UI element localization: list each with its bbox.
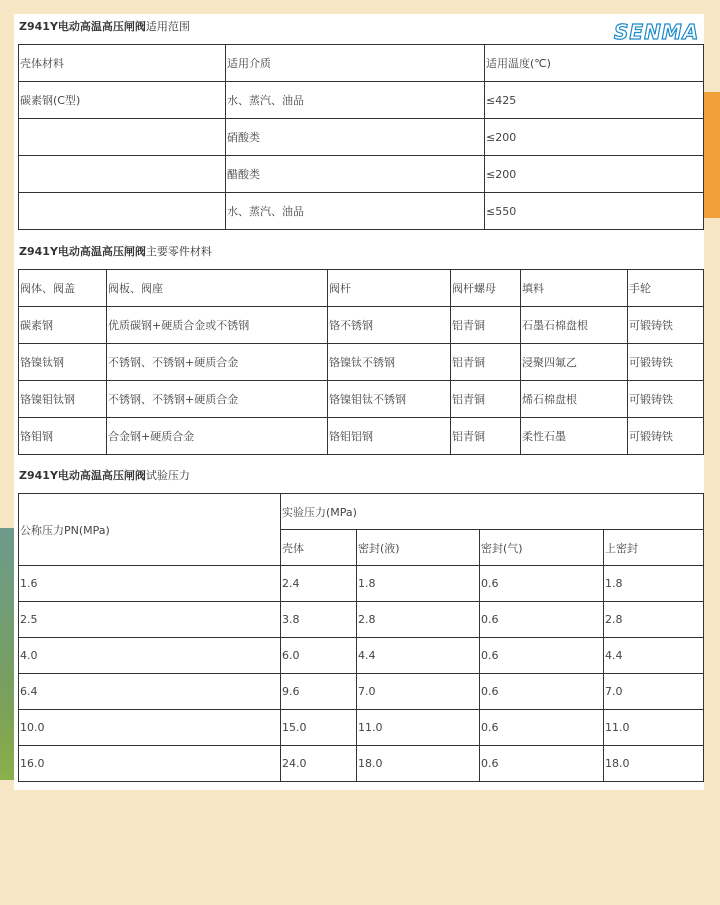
table-cell: ≤200 xyxy=(485,119,704,156)
header-shell-material: 壳体材料 xyxy=(19,45,226,82)
table-cell: 可锻铸铁 xyxy=(628,418,704,455)
table-cell: 15.0 xyxy=(281,710,357,746)
table-header-row xyxy=(19,45,704,82)
header-packing: 填料 xyxy=(521,270,628,307)
header-nominal-pressure: 公称压力PN(MPa) xyxy=(19,494,281,566)
table-cell: 铬镍钛钢 xyxy=(19,344,107,381)
table-cell: 0.6 xyxy=(480,710,604,746)
table-row xyxy=(19,156,704,193)
table-cell: 烯石棉盘根 xyxy=(521,381,628,418)
section2-title-rest: 主要零件材料 xyxy=(145,245,212,258)
table-cell: 1.6 xyxy=(19,566,281,602)
header-shell: 壳体 xyxy=(281,530,357,566)
table-row xyxy=(19,638,704,674)
table-cell: 16.0 xyxy=(19,746,281,782)
table-cell: 石墨石棉盘根 xyxy=(521,307,628,344)
header-upper-seal: 上密封 xyxy=(604,530,704,566)
table-cell: 醋酸类 xyxy=(226,156,485,193)
table-row xyxy=(19,674,704,710)
table-row xyxy=(19,381,704,418)
table-cell: ≤425 xyxy=(485,82,704,119)
section3-title-rest: 试验压力 xyxy=(145,469,190,482)
table-cell: 2.8 xyxy=(604,602,704,638)
table-cell: 铬钼钢 xyxy=(19,418,107,455)
table-cell: 18.0 xyxy=(604,746,704,782)
table-cell: 0.6 xyxy=(480,746,604,782)
table-cell: 18.0 xyxy=(357,746,480,782)
table-cell: ≤550 xyxy=(485,193,704,230)
section1-title xyxy=(19,20,190,34)
parts-material-table xyxy=(18,269,704,455)
table-cell: 可锻铸铁 xyxy=(628,381,704,418)
side-decoration-line xyxy=(703,30,720,92)
table-cell: ≤200 xyxy=(485,156,704,193)
table-cell: 7.0 xyxy=(604,674,704,710)
header-seal-gas: 密封(气) xyxy=(480,530,604,566)
table-row xyxy=(19,566,704,602)
table-cell: 不锈钢、不锈钢+硬质合金 xyxy=(107,344,328,381)
test-pressure-table xyxy=(18,493,704,782)
header-test-pressure: 实验压力(MPa) xyxy=(281,494,704,530)
table-cell: 9.6 xyxy=(281,674,357,710)
table-cell: 0.6 xyxy=(480,566,604,602)
table-row xyxy=(19,193,704,230)
table-cell: 11.0 xyxy=(604,710,704,746)
table-row xyxy=(19,746,704,782)
header-medium: 适用介质 xyxy=(226,45,485,82)
section3-title xyxy=(19,469,190,483)
table-cell: 2.5 xyxy=(19,602,281,638)
section2-title xyxy=(19,245,212,259)
section1-title-rest: 适用范围 xyxy=(145,20,190,33)
header-disc: 阀板、阀座 xyxy=(107,270,328,307)
table-cell: 2.4 xyxy=(281,566,357,602)
table-cell: 0.6 xyxy=(480,674,604,710)
table-cell: 0.6 xyxy=(480,638,604,674)
table-cell: 铝青铜 xyxy=(451,344,521,381)
section3-title-bold: Z941Y电动高温高压闸阀 xyxy=(19,469,146,482)
table-cell: 优质碳钢+硬质合金或不锈钢 xyxy=(107,307,328,344)
header-seal-liquid: 密封(液) xyxy=(357,530,480,566)
table-cell: 4.4 xyxy=(357,638,480,674)
table-cell xyxy=(19,156,226,193)
table-row xyxy=(19,344,704,381)
table-cell: 碳素钢(C型) xyxy=(19,82,226,119)
table-cell: 6.0 xyxy=(281,638,357,674)
table-cell: 10.0 xyxy=(19,710,281,746)
table-cell: 24.0 xyxy=(281,746,357,782)
table-cell: 11.0 xyxy=(357,710,480,746)
table-header-row xyxy=(19,494,704,530)
table-cell: 7.0 xyxy=(357,674,480,710)
table-cell: 可锻铸铁 xyxy=(628,307,704,344)
table-row xyxy=(19,602,704,638)
table-cell: 浸聚四氟乙 xyxy=(521,344,628,381)
header-body: 阀体、阀盖 xyxy=(19,270,107,307)
content-panel xyxy=(14,14,704,790)
table-row xyxy=(19,418,704,455)
side-decoration-orange xyxy=(704,92,720,218)
table-cell: 水、蒸汽、油品 xyxy=(226,82,485,119)
table-cell: 柔性石墨 xyxy=(521,418,628,455)
table-cell xyxy=(19,119,226,156)
table-cell: 4.0 xyxy=(19,638,281,674)
senma-logo: SENMA xyxy=(614,20,700,44)
table-cell: 铝青铜 xyxy=(451,307,521,344)
header-temperature: 适用温度(℃) xyxy=(485,45,704,82)
table-cell: 铝青铜 xyxy=(451,418,521,455)
table-row xyxy=(19,710,704,746)
section1-title-bold: Z941Y电动高温高压闸阀 xyxy=(19,20,146,33)
header-stem-nut: 阀杆螺母 xyxy=(451,270,521,307)
application-range-table xyxy=(18,44,704,230)
table-header-row xyxy=(19,270,704,307)
table-cell: 可锻铸铁 xyxy=(628,344,704,381)
header-handwheel: 手轮 xyxy=(628,270,704,307)
table-cell: 碳素钢 xyxy=(19,307,107,344)
table-cell xyxy=(19,193,226,230)
table-cell: 硝酸类 xyxy=(226,119,485,156)
table-row xyxy=(19,82,704,119)
table-cell: 0.6 xyxy=(480,602,604,638)
table-cell: 2.8 xyxy=(357,602,480,638)
table-cell: 水、蒸汽、油品 xyxy=(226,193,485,230)
table-cell: 6.4 xyxy=(19,674,281,710)
table-cell: 铬镍钛不锈钢 xyxy=(328,344,451,381)
table-cell: 不锈钢、不锈钢+硬质合金 xyxy=(107,381,328,418)
table-cell: 合金钢+硬质合金 xyxy=(107,418,328,455)
table-cell: 铝青铜 xyxy=(451,381,521,418)
table-row xyxy=(19,307,704,344)
table-cell: 铬钼铝钢 xyxy=(328,418,451,455)
table-cell: 铬不锈钢 xyxy=(328,307,451,344)
table-cell: 1.8 xyxy=(604,566,704,602)
table-row xyxy=(19,119,704,156)
table-cell: 铬镍钼钛钢 xyxy=(19,381,107,418)
table-cell: 3.8 xyxy=(281,602,357,638)
table-cell: 1.8 xyxy=(357,566,480,602)
table-cell: 4.4 xyxy=(604,638,704,674)
header-stem: 阀杆 xyxy=(328,270,451,307)
section2-title-bold: Z941Y电动高温高压闸阀 xyxy=(19,245,146,258)
table-cell: 铬镍钼钛不锈钢 xyxy=(328,381,451,418)
